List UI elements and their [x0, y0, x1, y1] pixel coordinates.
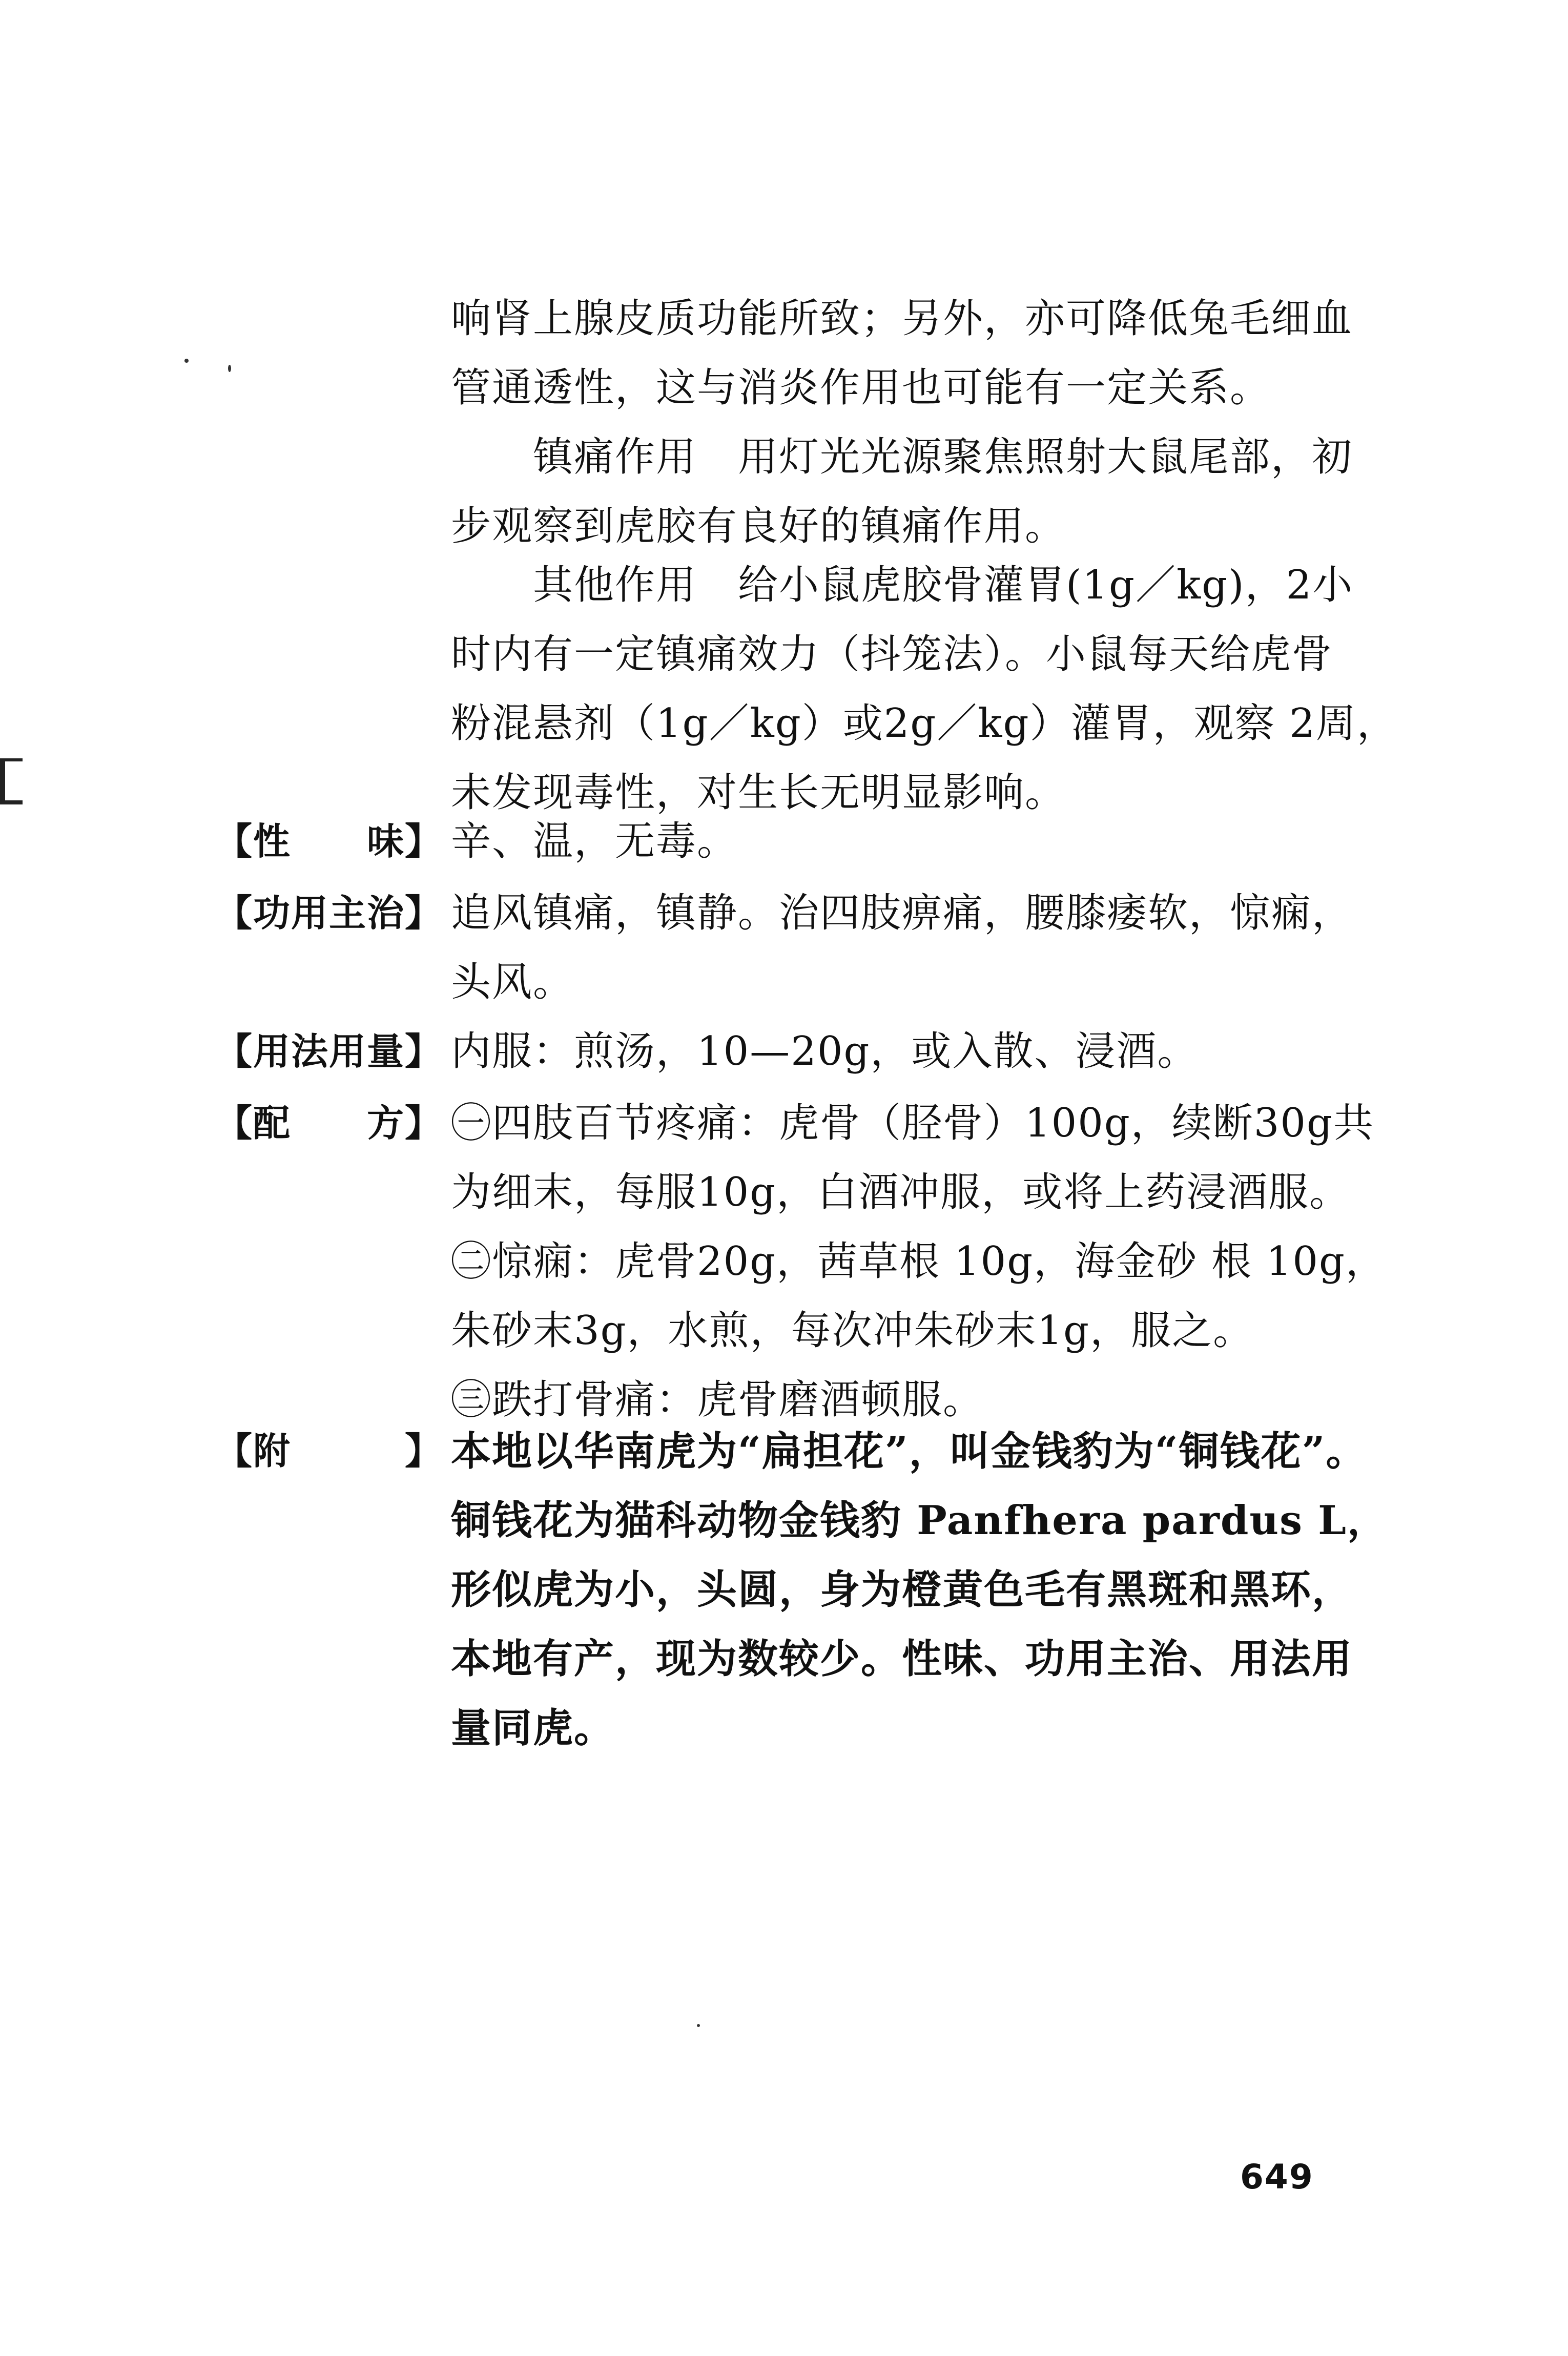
- other-effects-line: 未发现毒性，对生长无明显影响。: [451, 770, 1066, 816]
- intro-line: 管通透性，这与消炎作用也可能有一定关系。: [451, 365, 1271, 411]
- entry-line: ㊀四肢百节疼痛：虎骨（胫骨）100g，续断30g共: [451, 1100, 1374, 1146]
- analgesic-line: 步观察到虎胶有良好的镇痛作用。: [451, 503, 1066, 549]
- scan-edge-mark: [0, 758, 23, 804]
- entry-body-formula: [451, 1089, 1425, 1435]
- entry-label-formula: 【配 方】: [215, 1102, 443, 1145]
- other-effects-line: 粉混悬剂（1g／kg）或2g／kg）灌胃，观察 2周，: [451, 700, 1398, 747]
- entry-body-nature: [451, 807, 1425, 876]
- other-effects-paragraph: [451, 551, 1425, 828]
- scan-speck: [184, 359, 189, 363]
- entry-line: 形似虎为小，头圆，身为橙黄色毛有黑斑和黑环，: [451, 1566, 1353, 1613]
- analgesic-paragraph: [451, 423, 1425, 561]
- entry-body-appendix: [451, 1417, 1425, 1763]
- entry-label-functions: 【功用主治】: [215, 892, 443, 935]
- page-number: 649: [1240, 2157, 1314, 2197]
- entry-line: 辛、温，无毒。: [451, 818, 738, 864]
- entry-line: 头风。: [451, 959, 574, 1005]
- entry-line: 为细末，每服10g，白酒冲服，或将上药浸酒服。: [451, 1169, 1351, 1215]
- entry-line: 内服：煎汤，10—20g，或入散、浸酒。: [451, 1028, 1199, 1074]
- entry-line: ㊁惊痫：虎骨20g，茜草根 10g，海金砂 根 10g，: [451, 1238, 1387, 1285]
- intro-paragraph: [451, 284, 1425, 423]
- entry-line: 本地以华南虎为“扁担花”，叫金钱豹为“铜钱花”。: [451, 1428, 1367, 1475]
- entry-line: ㊂跌打骨痛：虎骨磨酒顿服。: [451, 1377, 984, 1423]
- entry-line: 量同虎。: [451, 1705, 615, 1751]
- entry-line: 铜钱花为猫科动物金钱豹 Panfhera pardus L，: [451, 1497, 1388, 1544]
- scan-speck: [228, 365, 231, 372]
- other-effects-line: 时内有一定镇痛效力（抖笼法）。小鼠每天给虎骨: [451, 631, 1333, 677]
- entry-label-nature: 【性 味】: [215, 820, 443, 863]
- entry-line: 朱砂末3g，水煎，每次冲朱砂末1g，服之。: [451, 1308, 1254, 1354]
- entry-line: 追风镇痛，镇静。治四肢痹痛，腰膝痿软，惊痫，: [451, 890, 1353, 936]
- analgesic-line: 镇痛作用 用灯光光源聚焦照射大鼠尾部，初: [533, 434, 1353, 480]
- entry-label-usage: 【用法用量】: [215, 1030, 443, 1073]
- other-effects-line: 其他作用 给小鼠虎胶骨灌胃(1g／kg)，2小: [533, 562, 1354, 608]
- scan-speck: [697, 2024, 700, 2027]
- entry-label-appendix: 【附 】: [215, 1430, 443, 1473]
- intro-line: 响肾上腺皮质功能所致；另外，亦可降低兔毛细血: [451, 296, 1353, 342]
- entry-line: 本地有产，现为数较少。性味、功用主治、用法用: [451, 1636, 1353, 1682]
- entry-body-functions: [451, 879, 1425, 1017]
- entry-body-usage: [451, 1017, 1425, 1086]
